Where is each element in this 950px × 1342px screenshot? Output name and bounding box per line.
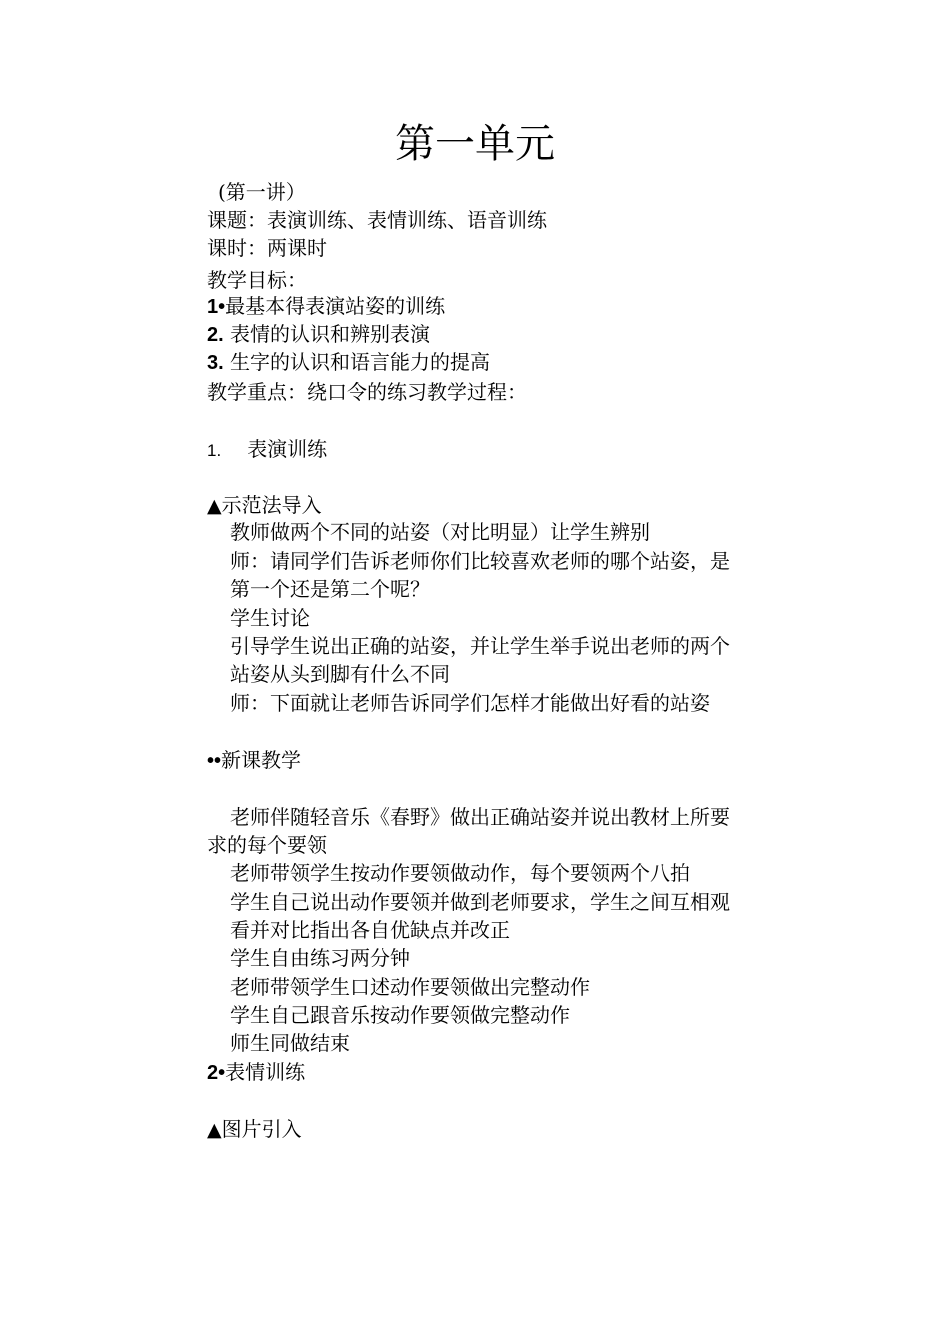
lesson-hours: 课时：两课时 bbox=[207, 236, 327, 260]
body-line: 第一个还是第二个呢？ bbox=[230, 577, 430, 601]
section-label: 表演训练 bbox=[247, 437, 328, 461]
goal-item bbox=[207, 292, 445, 321]
body-line: 学生自由练习两分钟 bbox=[230, 946, 410, 970]
subsection-heading bbox=[207, 746, 301, 775]
bullet-icon: •• bbox=[207, 750, 222, 772]
page-title: 第一单元 bbox=[395, 121, 555, 167]
body-line: 师：下面就让老师告诉同学们怎样才能做出好看的站姿 bbox=[230, 691, 710, 715]
body-line: 学生讨论 bbox=[230, 606, 310, 630]
subsection-label: 示范法导入 bbox=[221, 493, 322, 517]
goal-text: 最基本得表演站姿的训练 bbox=[225, 294, 446, 318]
body-line: 师：请同学们告诉老师你们比较喜欢老师的哪个站姿，是 bbox=[230, 549, 730, 573]
subsection-heading bbox=[207, 491, 322, 520]
section-number: 2• bbox=[207, 1062, 226, 1084]
goals-heading: 教学目标： bbox=[207, 268, 307, 292]
body-line: 老师带领学生按动作要领做动作，每个要领两个八拍 bbox=[230, 861, 690, 885]
goal-item bbox=[207, 320, 430, 349]
subsection-heading bbox=[207, 1115, 302, 1144]
subsection-label: 图片引入 bbox=[221, 1117, 302, 1141]
goal-item bbox=[207, 348, 490, 377]
subsection-label: 新课教学 bbox=[221, 748, 302, 772]
body-line: 老师带领学生口述动作要领做出完整动作 bbox=[230, 975, 590, 999]
body-line: 师生同做结束 bbox=[230, 1031, 350, 1055]
triangle-bullet-icon: ▲ bbox=[207, 495, 222, 517]
body-line: 老师伴随轻音乐《春野》做出正确站姿并说出教材上所要 bbox=[230, 805, 730, 829]
lesson-topic: 课题：表演训练、表情训练、语音训练 bbox=[207, 208, 547, 232]
body-line: 教师做两个不同的站姿（对比明显）让学生辨别 bbox=[230, 520, 650, 544]
section-heading bbox=[207, 435, 327, 465]
goal-text: 表情的认识和辨别表演 bbox=[223, 322, 431, 346]
section-label: 表情训练 bbox=[225, 1060, 306, 1084]
goal-number: 3. bbox=[207, 352, 224, 374]
body-line: 学生自己跟音乐按动作要领做完整动作 bbox=[230, 1003, 570, 1027]
section-number: 1. bbox=[207, 441, 222, 460]
body-line: 学生自己说出动作要领并做到老师要求，学生之间互相观 bbox=[230, 890, 730, 914]
goal-number: 1• bbox=[207, 296, 226, 318]
body-line: 求的每个要领 bbox=[207, 833, 327, 857]
triangle-bullet-icon: ▲ bbox=[207, 1119, 222, 1141]
key-points: 教学重点：绕口令的练习教学过程： bbox=[207, 380, 527, 404]
body-line: 站姿从头到脚有什么不同 bbox=[230, 662, 450, 686]
section-heading bbox=[207, 1058, 305, 1087]
body-line: 看并对比指出各自优缺点并改正 bbox=[230, 918, 510, 942]
body-line: 引导学生说出正确的站姿，并让学生举手说出老师的两个 bbox=[230, 634, 730, 658]
goal-text: 生字的认识和语言能力的提高 bbox=[223, 350, 491, 374]
goal-number: 2. bbox=[207, 324, 224, 346]
lecture-label: (第一讲） bbox=[218, 180, 306, 204]
